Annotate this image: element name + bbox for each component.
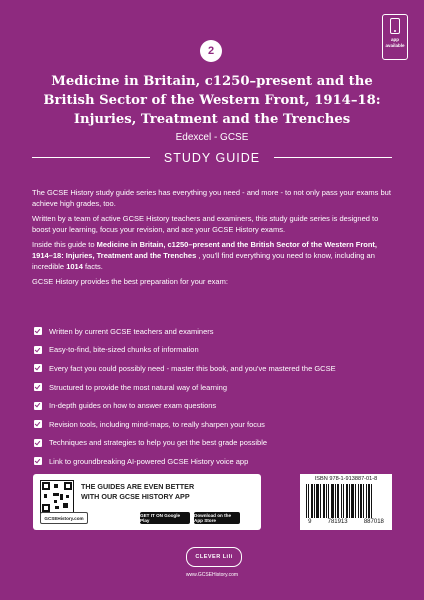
barcode-panel [300, 474, 392, 530]
isbn-text: ISBN 978-1-913887-01-8 [314, 476, 378, 482]
book-number-badge: 2 [200, 40, 222, 62]
app-available-badge [382, 14, 408, 60]
list-item-text: Revision tools, including mind-maps, to really sharpen your focus [49, 419, 265, 429]
list-item [34, 341, 394, 360]
phone-icon [390, 18, 400, 34]
barcode-digits [300, 519, 392, 525]
description [32, 187, 392, 291]
list-item [34, 415, 394, 434]
intro-3-before: Inside this guide to [32, 240, 97, 249]
intro-paragraph-2: Written by a team of active GCSE History teachers and examiners, this study guide series is designed to boost your learning, focus your revision, and ace your GCSE History exams. [32, 214, 379, 234]
book-title: Medicine in Britain, c1250–present and the British Sector of the Western Front, 1914–18: Injuries, Treatment and the Trenches [43, 74, 381, 127]
list-item-text: Easy-to-find, bite-sized chunks of information [49, 345, 199, 355]
list-item-text: In-depth guides on how to answer exam questions [49, 401, 217, 411]
intro-3-middle: , you'll find everything you need to know, including an incredible [32, 251, 375, 271]
barcode-digit-group: 887018 [363, 519, 384, 525]
intro-3-after: facts. [82, 262, 103, 271]
list-item [34, 359, 394, 378]
feature-list [34, 322, 394, 471]
app-promo-line-1: THE GUIDES ARE EVEN BETTER [81, 482, 195, 491]
intro-paragraph-3 [32, 239, 392, 272]
barcode-digit-group: 9 [308, 519, 312, 525]
qr-code-icon[interactable] [40, 480, 74, 514]
app-promo-line-2: WITH OUR GCSE HISTORY APP [81, 491, 190, 501]
app-available-label: app available [385, 37, 405, 48]
intro-paragraph-4: GCSE History provides the best preparation for your exam: [32, 277, 228, 286]
list-item [34, 452, 394, 471]
list-item [34, 378, 394, 397]
exam-board: Edexcel - GCSE [175, 132, 249, 143]
list-item [34, 322, 394, 341]
list-item-text: Structured to provide the most natural way of learning [49, 382, 228, 392]
list-item-text: Written by current GCSE teachers and examiners [49, 326, 214, 336]
intro-3-title: Medicine in Britain, c1250–present and the British Sector of the Western Front, 1914–18: Injuries, Treatment and the Trenches [32, 240, 377, 260]
app-promo-box [33, 474, 261, 530]
checkbox-icon [34, 346, 42, 354]
list-item-text: Every fact you could possibly need - master this book, and you've mastered the GCSE [49, 363, 336, 373]
website-badge[interactable]: GCSEHistory.com [40, 512, 88, 524]
fact-count: 1014 [66, 262, 83, 271]
list-item [34, 396, 394, 415]
list-item-text: Techniques and strategies to help you get the best grade possible [49, 438, 268, 448]
divider-right [274, 157, 392, 158]
intro-paragraph-1: The GCSE History study guide series has everything you need - and more - to not only pass your exams but achieve high grades, too. [32, 188, 391, 208]
barcode-digit-group: 781913 [327, 519, 348, 525]
app-promo-text [81, 482, 251, 501]
checkbox-icon [34, 327, 42, 335]
checkbox-icon [34, 457, 42, 465]
checkbox-icon [34, 439, 42, 447]
website-url[interactable]: www.GCSEHistory.com [185, 572, 239, 578]
divider-left [32, 157, 150, 158]
checkbox-icon [34, 402, 42, 410]
list-item [34, 434, 394, 453]
app-store-badge[interactable]: Download on the App Store [194, 512, 240, 524]
checkbox-icon [34, 420, 42, 428]
publisher-logo: CLEVER Lili [186, 547, 242, 567]
list-item-text: Link to groundbreaking AI-powered GCSE History voice app [49, 456, 249, 466]
barcode-icon [306, 484, 386, 518]
google-play-badge[interactable]: GET IT ON Google Play [140, 512, 190, 524]
checkbox-icon [34, 383, 42, 391]
checkbox-icon [34, 364, 42, 372]
section-title: STUDY GUIDE [163, 151, 261, 165]
